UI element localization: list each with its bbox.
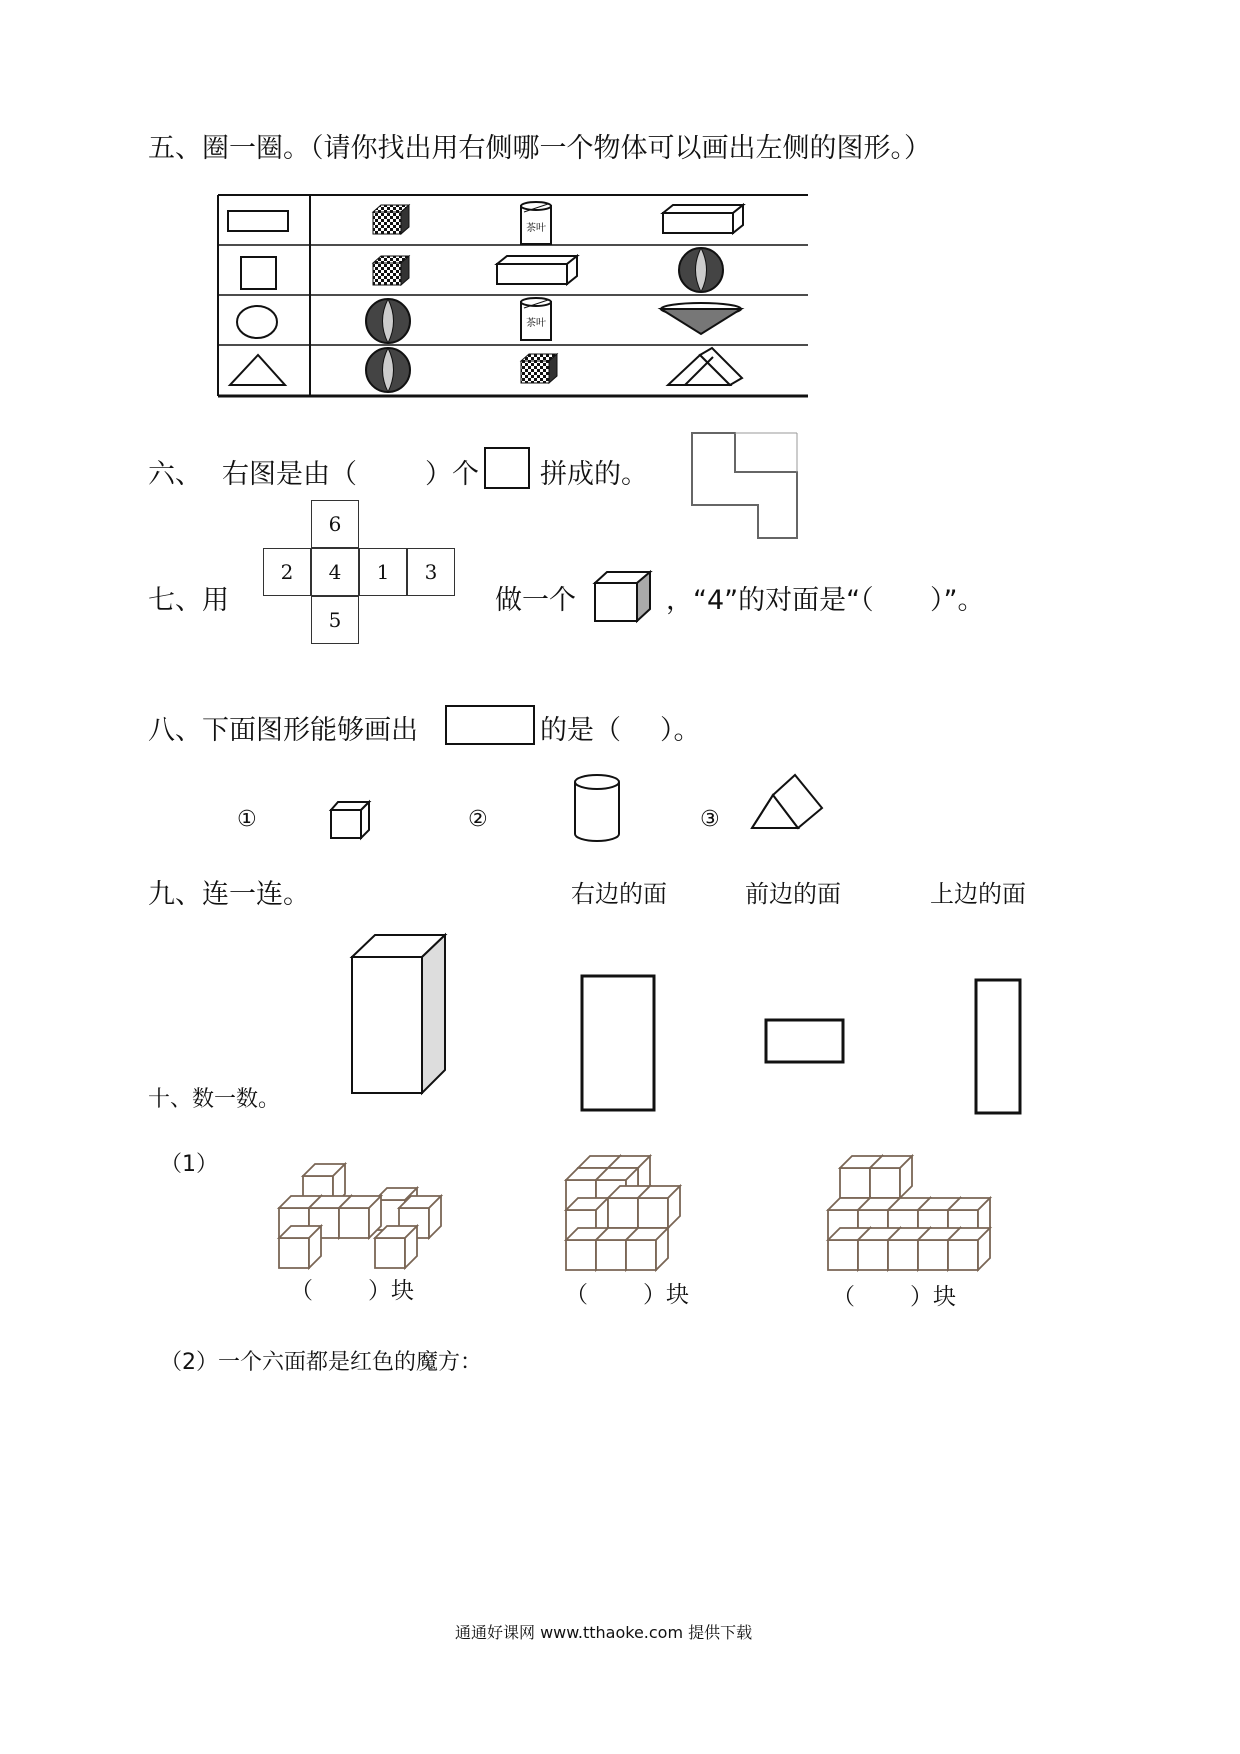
q7-prefix: 七、用 <box>148 585 229 616</box>
label-front-face: 前边的面 <box>745 880 841 908</box>
cube-face <box>339 1208 369 1238</box>
net-cell-right2: 3 <box>407 548 455 596</box>
cube-face <box>828 1240 858 1270</box>
footer: 通通好课网 www.tthaoke.com 提供下载 <box>455 1623 753 1642</box>
q10-title: 十、数一数。 <box>148 1087 281 1112</box>
net-cell-right1: 1 <box>359 548 407 596</box>
label-top-face: 上边的面 <box>930 880 1026 908</box>
blank-open-2: （ <box>565 1282 588 1308</box>
blank-close-2: ）块 <box>643 1282 689 1308</box>
blank-close-1: ）块 <box>368 1278 414 1304</box>
cube-face <box>375 1238 405 1268</box>
cube-face <box>948 1240 978 1270</box>
cube-stack-3 <box>828 1156 990 1270</box>
option-1-label: ① <box>237 807 257 832</box>
q7-text2: ，“4”的对面是“（ <box>666 585 874 616</box>
cube-face <box>596 1240 626 1270</box>
cube-face <box>566 1240 596 1270</box>
q7-text3: ）”。 <box>930 585 985 616</box>
q6-text1: 右图是由（ <box>222 459 357 490</box>
q8-text2: 的是（ <box>540 715 621 746</box>
q6-prefix: 六、 <box>148 459 202 490</box>
cube-face <box>638 1198 668 1228</box>
q10-part2: （2）一个六面都是红色的魔方： <box>160 1350 482 1375</box>
blank-close-3: ）块 <box>910 1284 956 1310</box>
q10-part1: （1） <box>160 1152 218 1177</box>
net-cell-left: 2 <box>263 548 311 596</box>
net-cell-center: 4 <box>311 548 359 596</box>
cube-face <box>608 1198 638 1228</box>
blank-open-3: （ <box>832 1284 855 1310</box>
q8-text3: ）。 <box>660 715 701 746</box>
option-3-label: ③ <box>700 807 720 832</box>
blank-open-1: （ <box>290 1278 313 1304</box>
cube-stack-1 <box>279 1164 441 1268</box>
net-cell-top: 6 <box>311 500 359 548</box>
cube-face <box>870 1168 900 1198</box>
cube-face <box>279 1238 309 1268</box>
label-right-face: 右边的面 <box>571 880 667 908</box>
cube-face <box>858 1240 888 1270</box>
cube-face <box>918 1240 948 1270</box>
option-2-label: ② <box>468 807 488 832</box>
cube-face <box>888 1240 918 1270</box>
can-label: 茶叶 <box>526 318 546 329</box>
cube-stack-2 <box>566 1156 680 1270</box>
q7-text1: 做一个 <box>495 585 576 616</box>
q9-title: 九、连一连。 <box>148 879 310 910</box>
q6-text2: ）个 <box>425 459 479 490</box>
cube-face <box>840 1168 870 1198</box>
q8-text1: 八、下面图形能够画出 <box>148 715 418 746</box>
cube-face <box>626 1240 656 1270</box>
net-cell-bottom: 5 <box>311 596 359 644</box>
q5-title: 五、圈一圈。（请你找出用右侧哪一个物体可以画出左侧的图形。） <box>148 133 931 164</box>
q6-text3: 拼成的。 <box>540 459 648 490</box>
can-label: 茶叶 <box>526 223 546 234</box>
